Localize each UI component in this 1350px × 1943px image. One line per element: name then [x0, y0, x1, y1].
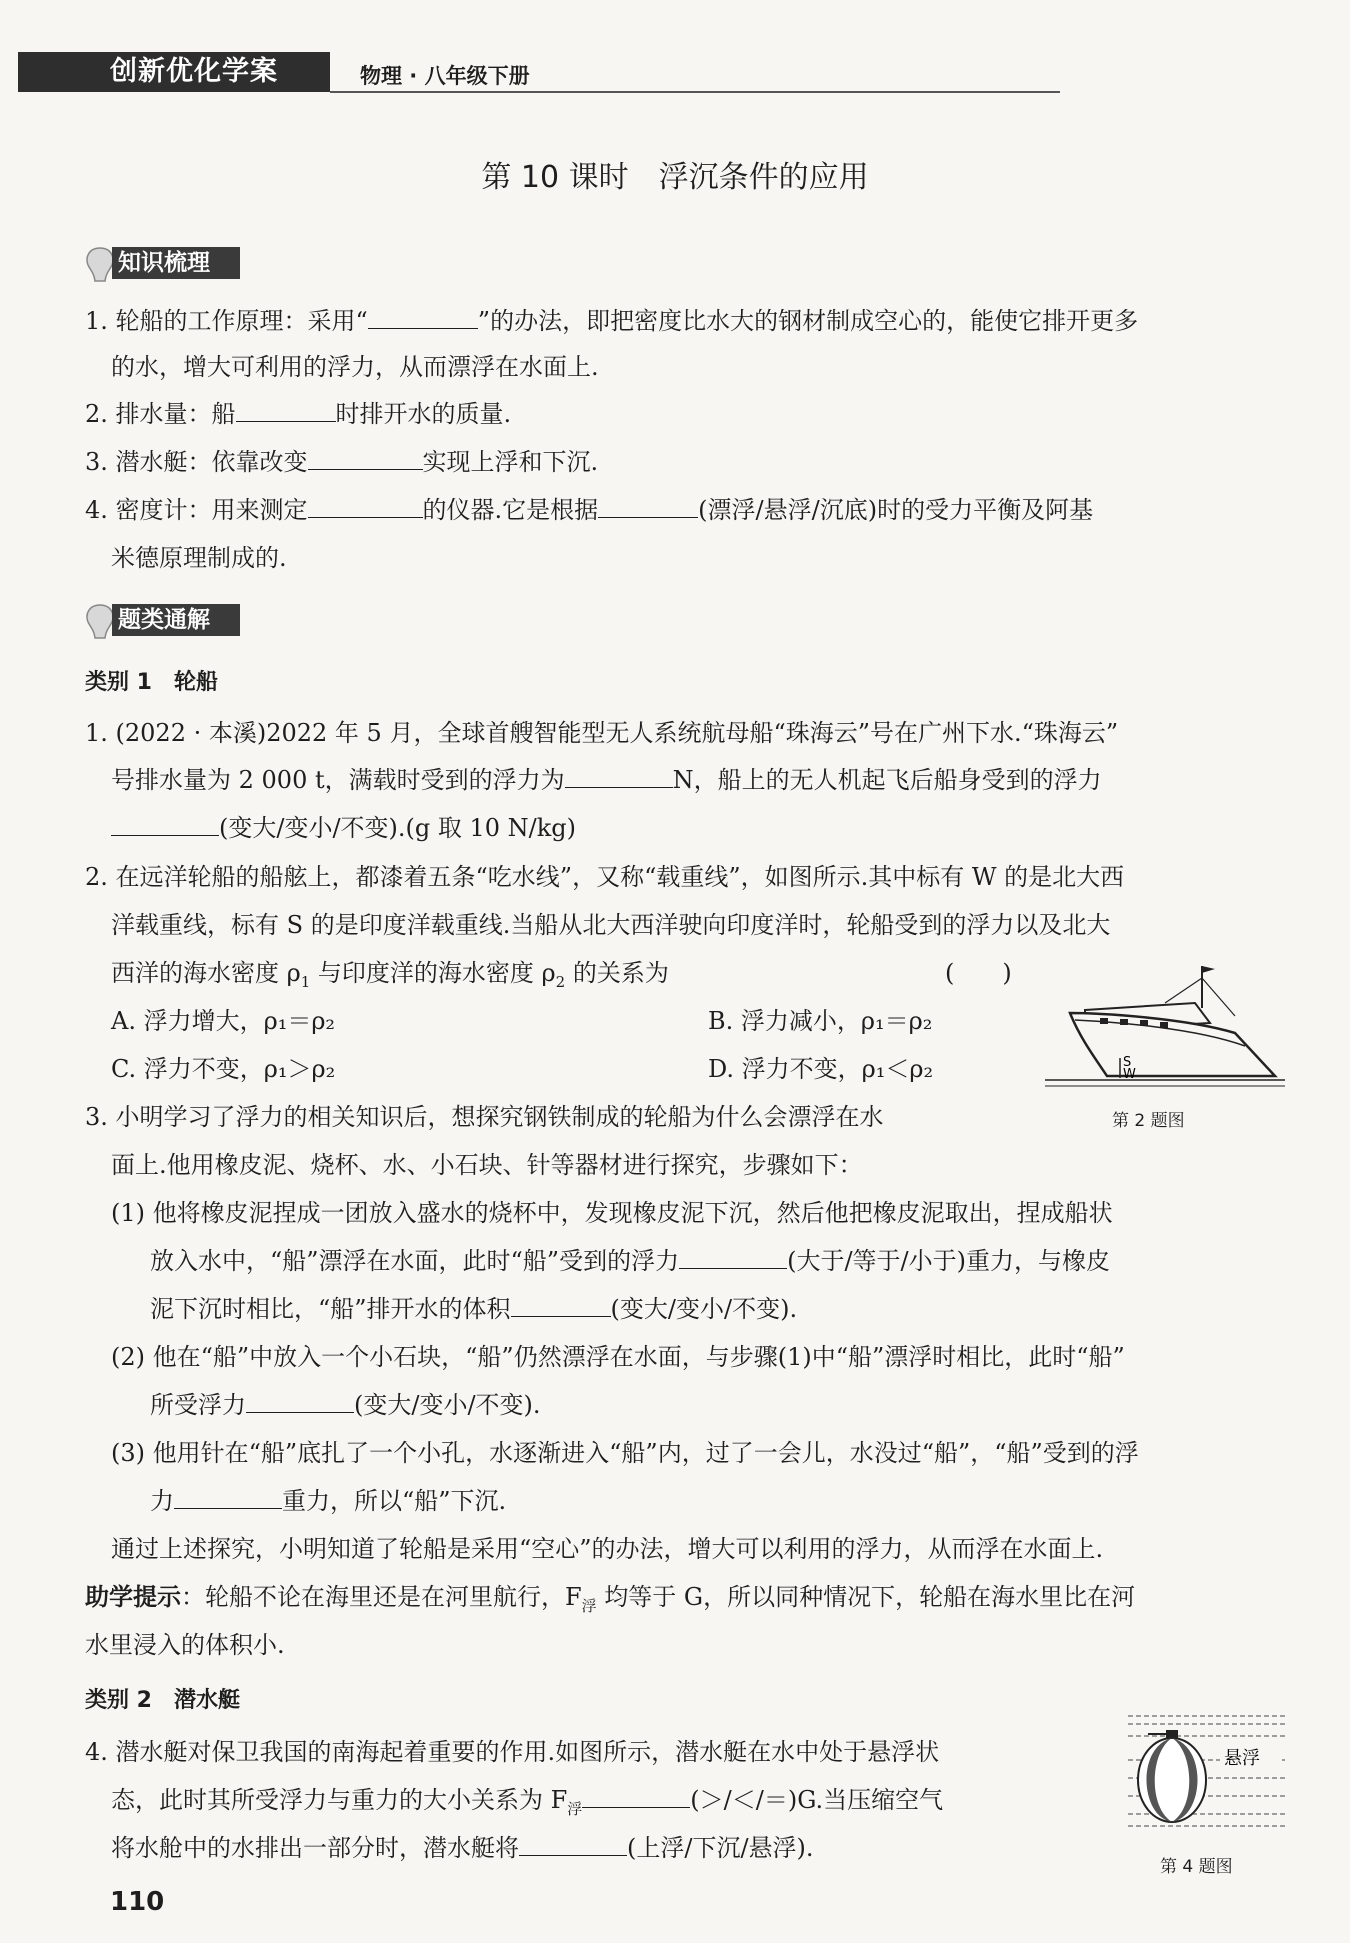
q3-step-1-cont2: 泥下沉时相比，“船”排开水的体积 (变大/变小/不变). [150, 1291, 797, 1327]
submarine-label: 悬浮 [1224, 1748, 1260, 1769]
answer-blank[interactable] [565, 763, 673, 788]
q3-step-2-cont: 所受浮力 (变大/变小/不变). [150, 1387, 541, 1423]
q2-figure-caption: 第 2 题图 [1112, 1111, 1185, 1131]
q3-step-1: (1) 他将橡皮泥捏成一团放入盛水的烧杯中，发现橡皮泥下沉，然后他把橡皮泥取出，捏成船状 [111, 1199, 1113, 1227]
q2-option-d[interactable]: D. 浮力不变，ρ₁＜ρ₂ [708, 1055, 934, 1083]
brand-logo: 创新优化学案 [110, 56, 278, 87]
header-subject: 物理 · 八年级下册 [360, 64, 530, 88]
section-label: 题类通解 [118, 607, 210, 633]
q3-conclusion: 通过上述探究，小明知道了轮船是采用“空心”的办法，增大可以利用的浮力，从而浮在水面上. [111, 1535, 1104, 1563]
answer-blank[interactable] [368, 304, 478, 329]
answer-blank[interactable] [174, 1484, 282, 1509]
q2-option-b[interactable]: B. 浮力减小，ρ₁＝ρ₂ [708, 1007, 933, 1035]
answer-blank[interactable] [511, 1292, 611, 1317]
ship-mark-s: S [1123, 1055, 1132, 1070]
knowledge-item-2: 2. 排水量：船 时排开水的质量. [85, 396, 511, 432]
answer-blank[interactable] [246, 1388, 354, 1413]
page-number: 110 [110, 1887, 165, 1917]
knowledge-item-1-cont: 的水，增大可利用的浮力，从而漂浮在水面上. [111, 353, 599, 381]
q1-line-3: (变大/变小/不变).(g 取 10 N/kg) [111, 810, 576, 846]
answer-blank[interactable] [519, 1831, 627, 1856]
study-hint: 助学提示：轮船不论在海里还是在河里航行，$F_浮$ 均等于 G，所以同种情况下，轮船在海水里比在河 [85, 1583, 1136, 1615]
knowledge-item-4: 4. 密度计：用来测定 的仪器.它是根据 (漂浮/悬浮/沉底)时的受力平衡及阿基 [85, 492, 1093, 528]
q2-line-3: 西洋的海水密度 $\rho_1$ 与印度洋的海水密度 $\rho_2$ 的关系为 [111, 959, 669, 991]
q2-line-2: 洋载重线，标有 S 的是印度洋载重线.当船从北大西洋驶向印度洋时，轮船受到的浮力以及北大 [111, 911, 1111, 939]
q3-step-3-cont: 力 重力，所以“船”下沉. [150, 1483, 506, 1519]
q4-line-1: 4. 潜水艇对保卫我国的南海起着重要的作用.如图所示，潜水艇在水中处于悬浮状 [85, 1738, 940, 1766]
q2-answer-bracket: ( ) [945, 959, 1012, 987]
submarine-figure [1128, 1712, 1288, 1832]
q3-step-3: (3) 他用针在“船”底扎了一个小孔，水逐渐进入“船”内，过了一会儿，水没过“船”，“船”受到的浮 [111, 1439, 1139, 1467]
q3-line-1: 3. 小明学习了浮力的相关知识后，想探究钢铁制成的轮船为什么会漂浮在水 [85, 1103, 884, 1131]
category-2-heading: 类别 2 潜水艇 [85, 1688, 240, 1713]
knowledge-item-3: 3. 潜水艇：依靠改变 实现上浮和下沉. [85, 444, 598, 480]
q4-line-3: 将水舱中的水排出一部分时，潜水艇将 (上浮/下沉/悬浮). [111, 1830, 814, 1866]
q3-step-2: (2) 他在“船”中放入一个小石块，“船”仍然漂浮在水面，与步骤(1)中“船”漂浮时相比，此时“船” [111, 1343, 1125, 1371]
q2-option-c[interactable]: C. 浮力不变，ρ₁＞ρ₂ [111, 1055, 336, 1083]
answer-blank[interactable] [582, 1783, 690, 1808]
ship-figure [1045, 958, 1285, 1098]
knowledge-item-4-cont: 米德原理制成的. [111, 544, 287, 572]
answer-blank[interactable] [111, 811, 219, 836]
answer-blank[interactable] [236, 397, 336, 422]
study-hint-cont: 水里浸入的体积小. [85, 1631, 285, 1659]
q2-line-1: 2. 在远洋轮船的船舷上，都漆着五条“吃水线”，又称“载重线”，如图所示.其中标有 W 的是北大西 [85, 863, 1125, 891]
q4-figure-caption: 第 4 题图 [1160, 1857, 1233, 1877]
answer-blank[interactable] [679, 1244, 787, 1269]
q3-line-2: 面上.他用橡皮泥、烧杯、水、小石块、针等器材进行探究，步骤如下： [111, 1151, 863, 1179]
q3-step-1-cont: 放入水中，“船”漂浮在水面，此时“船”受到的浮力 (大于/等于/小于)重力，与橡皮 [150, 1243, 1110, 1279]
section-label: 知识梳理 [118, 250, 210, 276]
answer-blank[interactable] [308, 493, 423, 518]
q1-line-1: 1. (2022 · 本溪)2022 年 5 月，全球首艘智能型无人系统航母船“珠海云”号在广州下水.“珠海云” [85, 719, 1119, 747]
q2-option-a[interactable]: A. 浮力增大，ρ₁＝ρ₂ [111, 1007, 336, 1035]
header-divider [330, 91, 1060, 93]
answer-blank[interactable] [308, 445, 423, 470]
q1-line-2: 号排水量为 2 000 t，满载时受到的浮力为 N，船上的无人机起飞后船身受到的浮力 [111, 762, 1102, 798]
lesson-title: 第 10 课时 浮沉条件的应用 [481, 160, 869, 195]
knowledge-item-1: 1. 轮船的工作原理：采用“ ”的办法，即把密度比水大的钢材制成空心的，能使它排开更多 [85, 303, 1138, 339]
answer-blank[interactable] [598, 493, 698, 518]
q4-line-2: 态，此时其所受浮力与重力的大小关系为 $F_浮$ (＞/＜/＝)G.当压缩空气 [111, 1782, 943, 1827]
category-1-heading: 类别 1 轮船 [85, 670, 218, 695]
ship-mark-w: W [1123, 1067, 1136, 1082]
